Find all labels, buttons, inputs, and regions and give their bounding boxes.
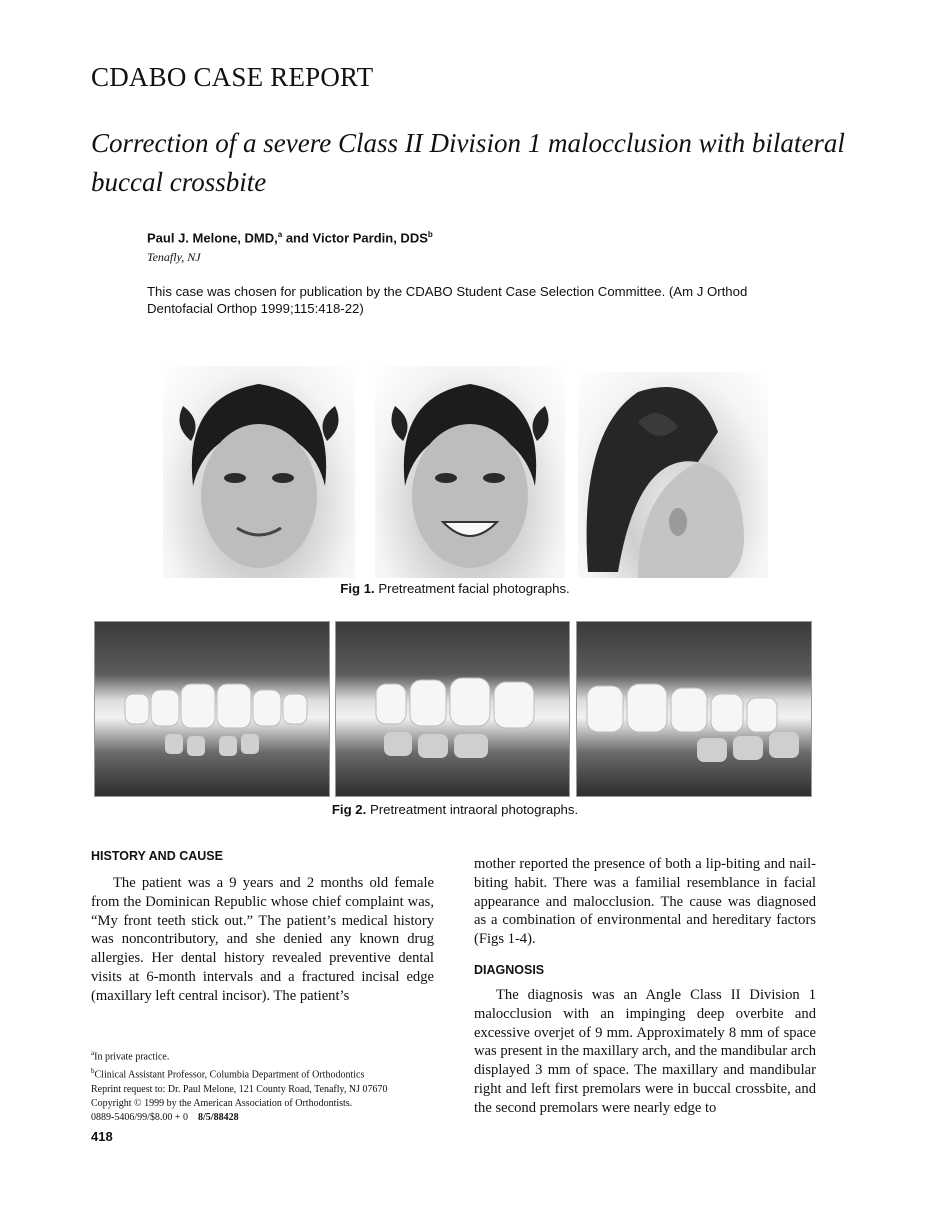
footnote-b-text: Clinical Assistant Professor, Columbia Department of Orthodontics [94,1069,365,1081]
article-code: 8/5/88428 [198,1111,239,1123]
footnote-b-mark: b [91,1067,95,1076]
history-continued-body [474,855,816,949]
fig1-caption-text: Pretreatment facial photographs. [374,581,570,596]
author-1: Paul J. Melone, DMD, [147,230,278,246]
facial-photo-profile [578,372,768,578]
diagnosis-body [474,986,816,1118]
diagnosis-heading: DIAGNOSIS [474,963,545,977]
reprint-request: Reprint request to: Dr. Paul Melone, 121 County Road, Tenafly, NJ 07670 [91,1083,388,1095]
footnotes [91,1046,451,1125]
footnote-a-mark: a [91,1049,95,1057]
facial-photo-smiling [375,366,565,578]
fig1-label: Fig 1. [340,581,375,596]
fig2-caption [290,802,620,817]
history-paragraph: The patient was a 9 years and 2 months old female from the Dominican Republic whose chief complaint was, “My front teeth stick out.” The patient’s medical history was noncontributory, and she denied any known drug allergies. Her dental history revealed preventive dental visits at 6-month intervals and a fractured incisal edge (maxillary left central incisor). The patient’s [91,875,434,1004]
author-1-affiliation-mark: a [277,230,283,239]
copyright-line: Copyright © 1999 by the American Association of Orthodontists. [91,1097,353,1109]
footnote-a [91,1046,451,1064]
history-continued-paragraph: mother reported the presence of both a lip-biting and nail-biting habit. There was a familial resemblance in facial appearance and malocclusion. The cause was diagnosed as a combination of environmental and hereditary factors (Figs 1-4). [474,856,816,948]
diagnosis-paragraph: The diagnosis was an Angle Class II Division 1 malocclusion with an impinging deep overbite and excessive overjet of 9 mm. Approximately 8 mm of space was present in the maxillary arch, and the mandibular arch displayed 3 mm of space. The maxillary and mandibular right and left first premolars were in buccal crossbite, and the second premolars were nearly edge to [474,987,817,1116]
history-heading: HISTORY AND CAUSE [91,849,223,863]
intraoral-photo-left [576,621,812,797]
author-2-affiliation-mark: b [427,230,433,239]
page-number: 418 [91,1129,113,1144]
intraoral-photo-right [335,621,570,797]
footnote-a-text: In private practice. [94,1051,170,1063]
history-body [91,874,434,1006]
facial-photo-frontal [163,366,355,578]
fig2-label: Fig 2. [331,802,367,817]
issn: 0889-5406/99/$8.00 + 0 [91,1111,189,1123]
section-header: CDABO CASE REPORT [91,62,374,92]
fig2-caption-text: Pretreatment intraoral photographs. [366,802,579,817]
author-2: and Victor Pardin, DDS [282,230,428,246]
author-line [147,230,433,245]
author-location: Tenafly, NJ [147,250,201,264]
article-title: Correction of a severe Class II Division 1 malocclusion with bilateral buccal crossbite [91,128,845,197]
selection-note: This case was chosen for publication by the CDABO Student Case Selection Committee. (Am J Orthod Dentofacial Orthop 1999;115:418-22) [147,284,748,316]
intraoral-photo-frontal [94,621,330,797]
fig1-caption [290,581,620,596]
footnote-b [91,1064,451,1082]
issn-line [91,1111,451,1125]
